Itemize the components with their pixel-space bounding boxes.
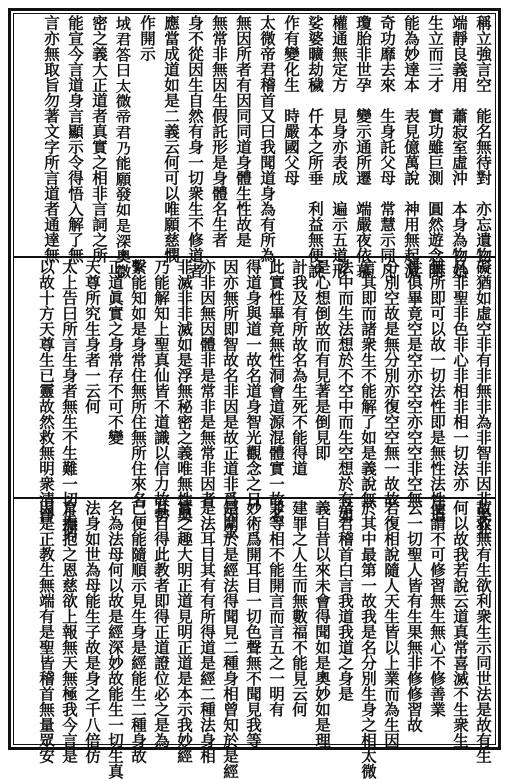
- band-bottom-column-7: 帝君稽首白言我道我道之身是: [336, 500, 355, 702]
- band-top-column-2: 端靜良義用 蕭寂室虛沖 本身為物始: [450, 15, 469, 279]
- band-middle-column-9: 計我及有所故名為生死不能得道: [290, 259, 309, 476]
- band-top-column-3: 生立而三才 實功雖巨測 圓然遊念開: [426, 15, 445, 279]
- band-middle-column-20: 以故十方天尊生已靈故然救無明衆清淨: [37, 259, 56, 523]
- band-bottom-column-20: 因是正教生無端有是聖皆稽首無量眾安: [37, 500, 56, 764]
- band-top-column-7: 權通無定方 見身亦表成 遍示五道形: [330, 15, 349, 279]
- band-bottom-column-2: 何以故我若說云道真常喜滅不生衆生: [451, 500, 470, 748]
- band-bottom-column-18: 法身如世為母能生子故是身之千八倍仿: [83, 500, 102, 764]
- band-middle-column-10: 此實性畢竟無性洞會道源混體實一故名: [267, 259, 286, 523]
- band-middle-column-11: 得道身與道一故名道身智光觀念之日: [244, 259, 263, 507]
- band-divider-2: [14, 497, 495, 499]
- band-bottom-column-16: 已便能隨順示見生身是經能生二種身故: [129, 500, 148, 764]
- text-columns-top: [35, 15, 493, 279]
- band-middle: [14, 259, 495, 538]
- band-top-column-15: 作開示: [138, 15, 157, 62]
- band-bottom-column-4: 云一切聖人皆有生果無非修修習故: [405, 500, 424, 733]
- band-bottom-column-14: 實之趣大明正道見明正道是本示我妙經: [175, 500, 194, 764]
- band-top-column-18: 能宣今言道身言顯示令得悟入解了無: [66, 15, 85, 263]
- band-middle-column-6: 言其即而諸衆生不能解了如是義說無: [359, 259, 378, 507]
- band-top-column-16: 𡊸君答曰太微帝君乃能願發如是深奧微: [114, 15, 133, 279]
- band-middle-column-8: 是心想倒故而有見著是倒見即: [313, 259, 332, 461]
- band-middle-column-13: 亦非因無因體非是常非是無常非因者: [198, 259, 217, 507]
- band-top-column-13: 身不從因生自然有身一切衆生不修道者: [186, 15, 205, 279]
- band-top-column-5: 奇功靡去來 生身託父母 常慧示同凡: [378, 15, 397, 279]
- band-top-column-19: 言亦無取旨勿著文字所言道者通達無: [42, 15, 61, 263]
- band-bottom-column-19: 育撫抱之恩慈欲上報無天無極我今言是: [60, 500, 79, 764]
- band-middle-column-14: 非滅非非滅如是浮無秘密之義唯無性與: [175, 259, 194, 523]
- text-columns-middle: [31, 259, 493, 538]
- band-top-column-6: 瓊胎非世孕 變示通所遷 端嚴夜依慕: [354, 15, 373, 279]
- band-top: [14, 15, 495, 279]
- band-middle-column-17: 正道眞實之身常存不可不變: [106, 259, 125, 445]
- band-bottom-column-3: 便謂不可修習無生無心不修善業: [428, 500, 447, 717]
- text-columns-bottom: [31, 500, 493, 779]
- band-bottom-column-17: 名為法母何以故是經深妙故能生一切生真: [106, 500, 125, 779]
- band-middle-column-4: 性俱畢竟空是空亦空空亦空空非空無: [405, 259, 424, 507]
- band-bottom-column-13: 是法耳目其有有所得道是經二種法身相: [198, 500, 217, 764]
- band-bottom-column-9: 建罪之人生而無數福不能見云何: [290, 500, 309, 717]
- band-bottom-column-1: 故救無有生欲利衆生示同世法是故有生: [474, 500, 493, 764]
- band-middle-column-16: 繫能知如是身常住無所住無所住來名: [129, 259, 148, 507]
- band-top-column-17: 密之義大正道者真實之相非言詞之所: [90, 15, 109, 263]
- band-top-column-1: 稱立強言空 能名無待對 亦忘遺物: [474, 15, 493, 263]
- band-divider-1: [14, 256, 495, 258]
- band-middle-column-1: 礙猶如虛空非有非無非為非智非因非果非: [474, 259, 493, 538]
- band-bottom-column-15: 耳目得此教者即得正道證位必之是為: [152, 500, 171, 748]
- band-middle-column-12: 因亦無所即智故名非因是故正道非爲因生: [221, 259, 240, 538]
- band-middle-column-3: 無所即可以故一切法性即是無性法性道: [428, 259, 447, 523]
- band-bottom-column-8: 義自昔以來未會得聞如是奧妙如是理: [313, 500, 332, 748]
- band-middle-column-5: 分別空故是無分別亦復空空無一故故: [382, 259, 401, 507]
- band-middle-column-19: 太上告曰所言生身者無生不生難一切生何: [60, 259, 79, 538]
- band-top-column-9: 作有變化生 時嚴國父母: [282, 15, 301, 186]
- band-top-column-12: 無常非無因生假託形是身體名生者: [210, 15, 229, 248]
- band-bottom-column-5: 若復相說隨人天生皆以上業而為生因: [382, 500, 401, 748]
- band-bottom: [14, 500, 495, 779]
- band-bottom-column-12: 是開於是經法得聞見二種身相曾知於是經: [221, 500, 240, 779]
- band-top-column-11: 無因所者有因同同道身體生性故是: [234, 15, 253, 248]
- band-bottom-column-6: 於其中最第一故我是名分別生身之相太微: [359, 500, 378, 779]
- band-top-column-14: 應當成道如是二義云何可以唯願慈憫: [162, 15, 181, 263]
- band-bottom-column-11: 妙術爲開耳目一切色聲無不聞見我等: [244, 500, 263, 748]
- band-top-column-8: 娑婆曠劫穢 仟本之所垂 利益無便說: [306, 15, 325, 279]
- band-top-column-10: 太微帝君稽首又曰我聞道身為有所為: [258, 15, 277, 263]
- band-middle-column-18: 天尊所究生身者一云何: [83, 259, 102, 414]
- band-middle-column-15: 乃能解知上聖真仙皆不道識以信力故勢: [152, 259, 171, 523]
- band-bottom-column-10: 罪等相不能開言而言五之一明有: [267, 500, 286, 717]
- band-top-column-4: 能為妙達本 表見億萬說 神用無起滅: [402, 15, 421, 279]
- band-middle-column-7: 法中而生法想於不空中而生空想於有如: [336, 259, 355, 523]
- band-middle-column-2: 凡非聖非色非心非相非相一切法亦: [451, 259, 470, 492]
